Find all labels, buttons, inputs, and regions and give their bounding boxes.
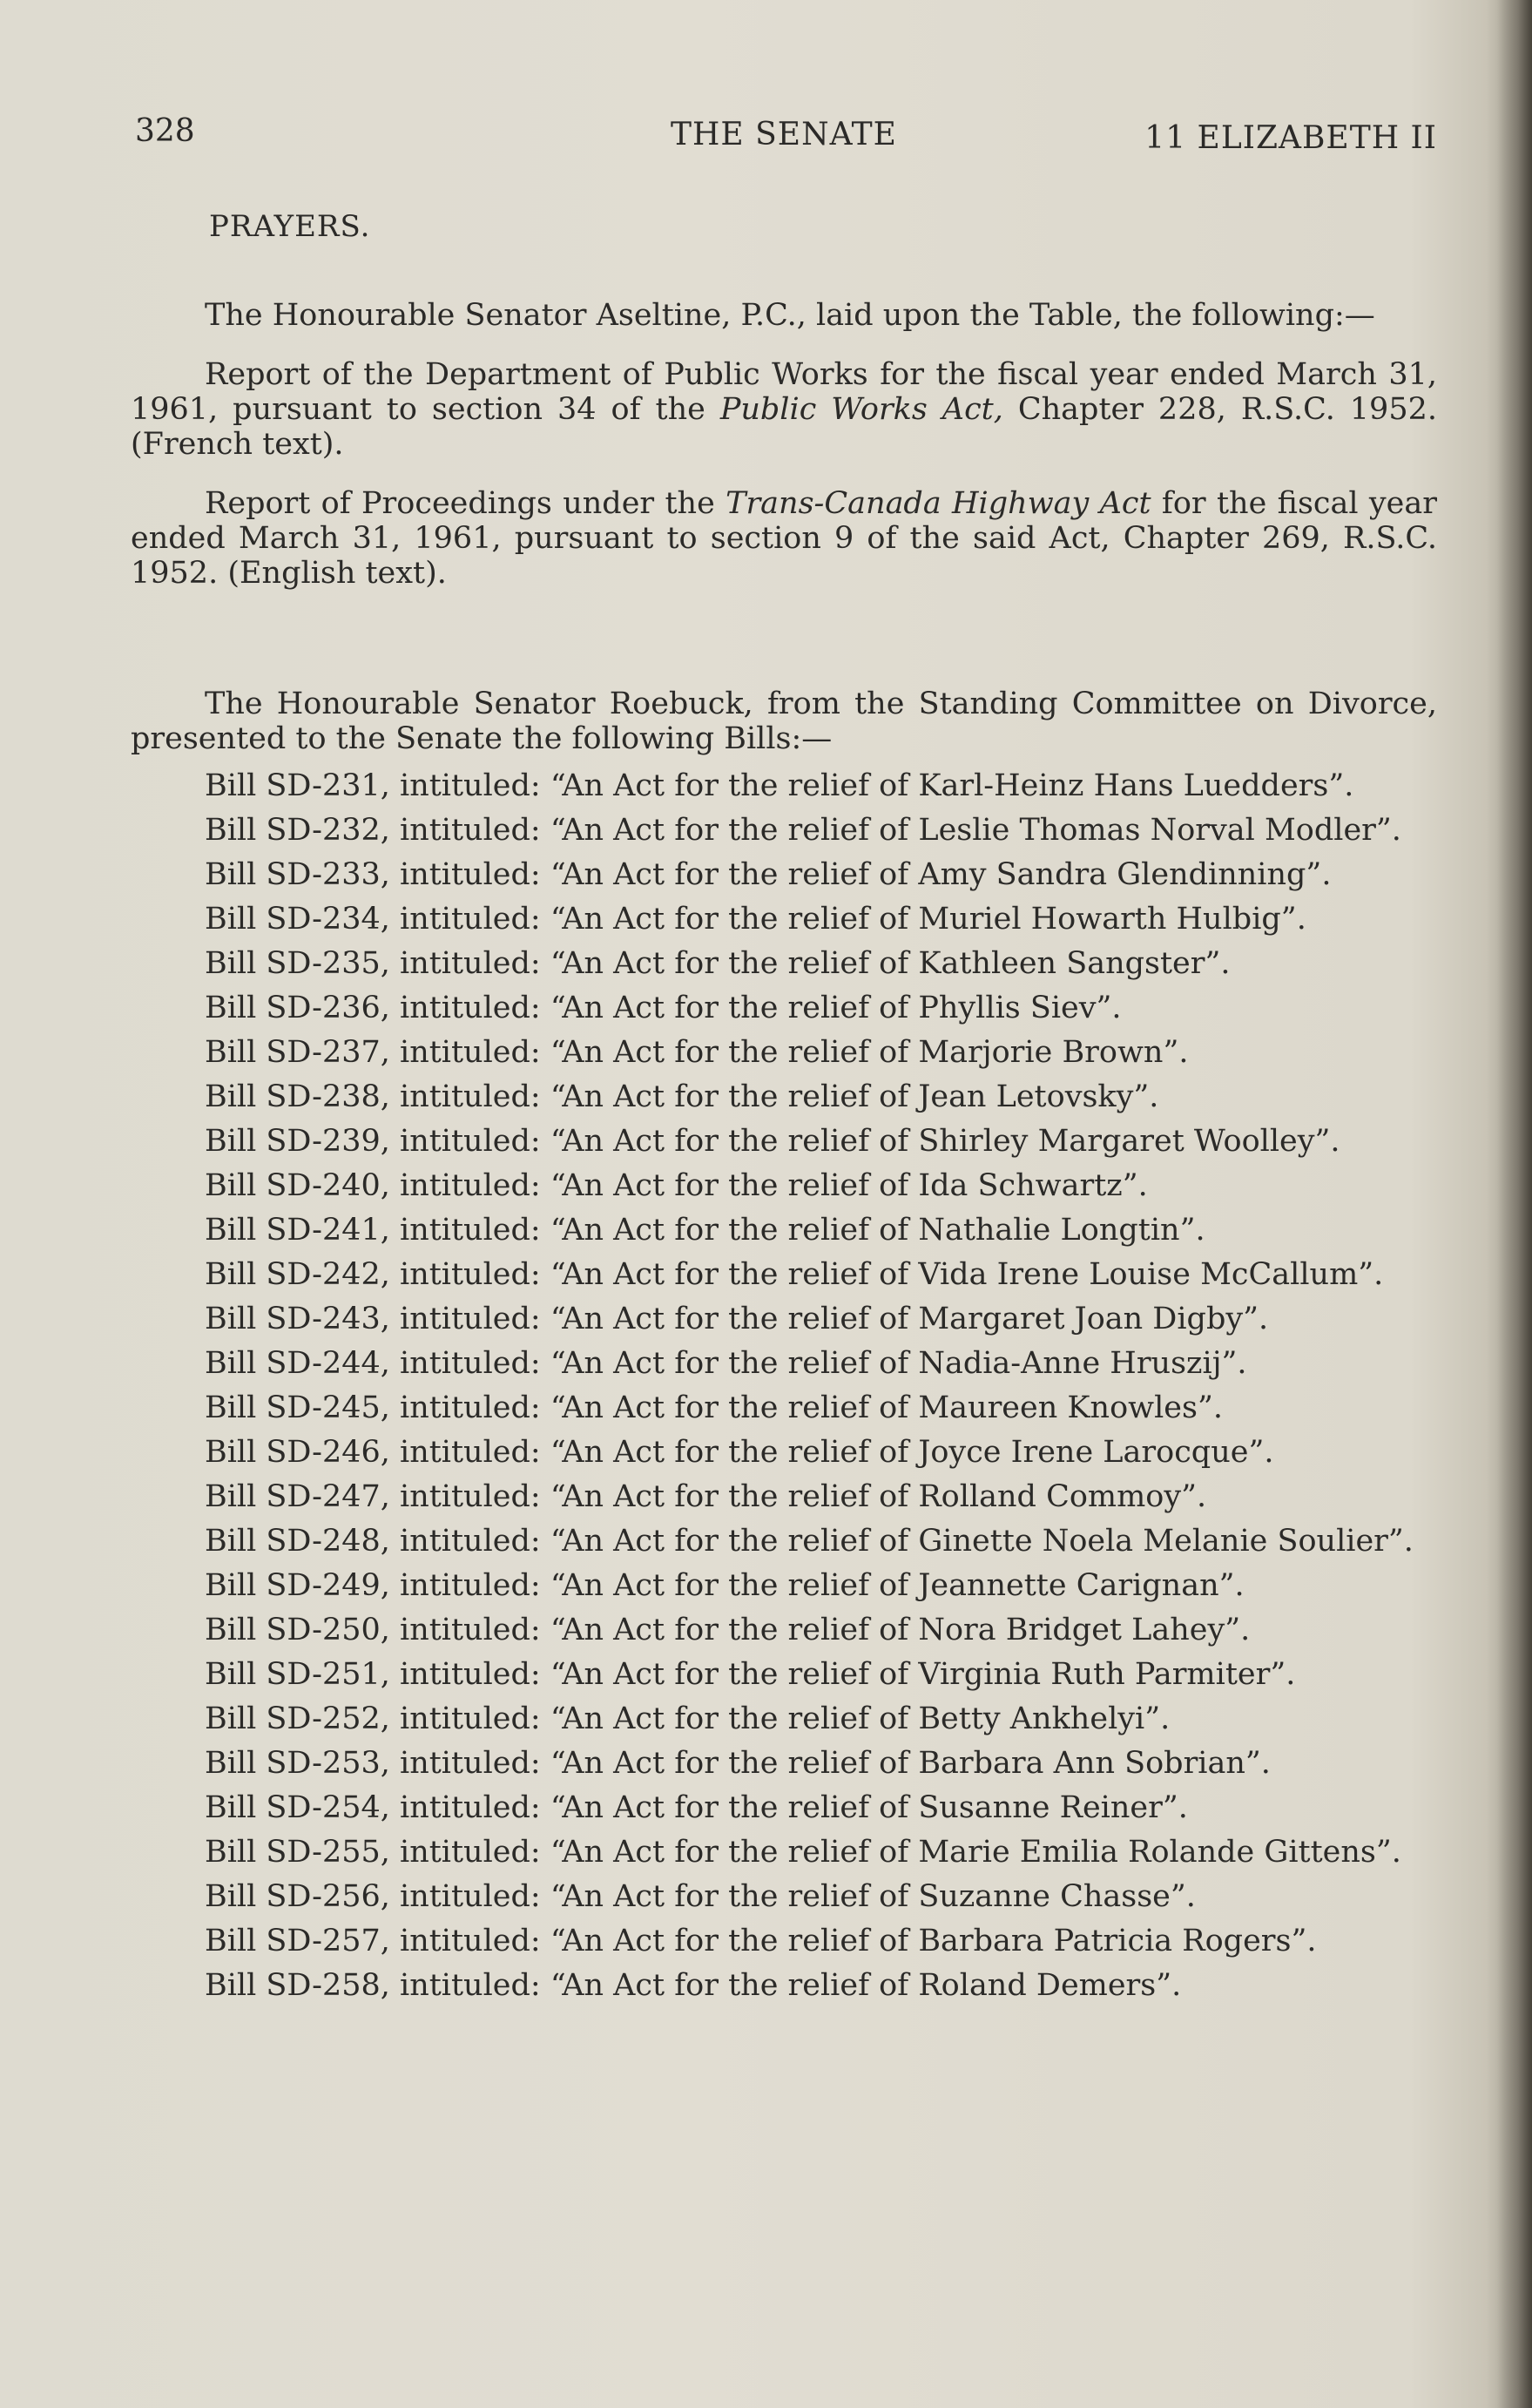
page-body [131,209,1437,2012]
prayers-heading: PRAYERS. [209,209,371,244]
page-number: 328 [135,113,195,149]
bill-item: Bill SD-247, intituled: “An Act for the relief of Rolland Commoy”. [205,1479,1207,1514]
running-header [135,113,1437,166]
report-2-text-before: Report of Proceedings under the [205,486,726,521]
bill-item: Bill SD-233, intituled: “An Act for the relief of Amy Sandra Glendinning”. [205,857,1332,892]
bill-item: Bill SD-249, intituled: “An Act for the relief of Jeannette Carignan”. [205,1568,1245,1603]
bill-item: Bill SD-255, intituled: “An Act for the relief of Marie Emilia Rolande Gittens”. [205,1835,1401,1870]
bill-item: Bill SD-240, intituled: “An Act for the relief of Ida Schwartz”. [205,1168,1148,1203]
bill-item: Bill SD-253, intituled: “An Act for the relief of Barbara Ann Sobrian”. [205,1746,1271,1781]
bill-item: Bill SD-243, intituled: “An Act for the relief of Margaret Joan Digby”. [205,1302,1269,1336]
bill-item: Bill SD-244, intituled: “An Act for the relief of Nadia-Anne Hruszij”. [205,1346,1247,1381]
bill-item: Bill SD-257, intituled: “An Act for the relief of Barbara Patricia Rogers”. [205,1924,1317,1958]
bill-item: Bill SD-232, intituled: “An Act for the relief of Leslie Thomas Norval Modler”. [205,813,1401,848]
public-works-act-title: Public Works Act, [719,392,1003,427]
bill-item: Bill SD-252, intituled: “An Act for the relief of Betty Ankhelyi”. [205,1701,1171,1736]
bill-item: Bill SD-258, intituled: “An Act for the relief of Roland Demers”. [205,1968,1182,2003]
report-1-text-after: Chapter 228, R.S.C. 1952. (French text). [131,392,1437,462]
tabled-intro: The Honourable Senator Aseltine, P.C., laid upon the Table, the following:— [205,298,1375,333]
bill-item: Bill SD-235, intituled: “An Act for the relief of Kathleen Sangster”. [205,946,1231,981]
divorce-committee-intro: The Honourable Senator Roebuck, from the Standing Committee on Divorce, presented to the Senate the following Bills:— [131,687,1437,756]
divorce-bill-list [131,768,1437,2003]
bill-item: Bill SD-248, intituled: “An Act for the relief of Ginette Noela Melanie Soulier”. [205,1524,1414,1559]
trans-canada-highway-act-title: Trans-Canada Highway Act [726,486,1151,521]
bill-item: Bill SD-245, intituled: “An Act for the relief of Maureen Knowles”. [205,1390,1223,1425]
running-title: THE SENATE [671,117,897,152]
bill-item: Bill SD-256, intituled: “An Act for the relief of Suzanne Chasse”. [205,1879,1196,1914]
bill-item: Bill SD-254, intituled: “An Act for the relief of Susanne Reiner”. [205,1790,1188,1825]
report-2-text-after: for the fiscal year ended March 31, 1961, pursuant to section 9 of the said Act, Chapter 269, R.S.C. 1952. (English text). [131,486,1437,591]
public-works-report [131,357,1437,462]
bill-item: Bill SD-237, intituled: “An Act for the relief of Marjorie Brown”. [205,1035,1189,1070]
regnal-year: 11 ELIZABETH II [1144,120,1437,156]
bill-item: Bill SD-239, intituled: “An Act for the relief of Shirley Margaret Woolley”. [205,1124,1340,1159]
bill-item: Bill SD-241, intituled: “An Act for the relief of Nathalie Longtin”. [205,1213,1205,1248]
bill-item: Bill SD-231, intituled: “An Act for the relief of Karl-Heinz Hans Luedders”. [205,768,1354,803]
bill-item: Bill SD-246, intituled: “An Act for the relief of Joyce Irene Larocque”. [205,1435,1274,1470]
bill-item: Bill SD-250, intituled: “An Act for the relief of Nora Bridget Lahey”. [205,1613,1251,1647]
report-1-text-before: Report of the Department of Public Works for the fiscal year ended March 31, 1961, pursuant to section 34 of the [131,357,1437,427]
bill-item: Bill SD-236, intituled: “An Act for the relief of Phyllis Siev”. [205,991,1122,1025]
bill-item: Bill SD-251, intituled: “An Act for the relief of Virginia Ruth Parmiter”. [205,1657,1296,1692]
trans-canada-highway-report [131,486,1437,591]
bill-item: Bill SD-242, intituled: “An Act for the relief of Vida Irene Louise McCallum”. [205,1257,1384,1292]
bill-item: Bill SD-238, intituled: “An Act for the relief of Jean Letovsky”. [205,1079,1159,1114]
page-edge-shadow [1497,0,1532,2408]
bill-item: Bill SD-234, intituled: “An Act for the relief of Muriel Howarth Hulbig”. [205,902,1306,937]
